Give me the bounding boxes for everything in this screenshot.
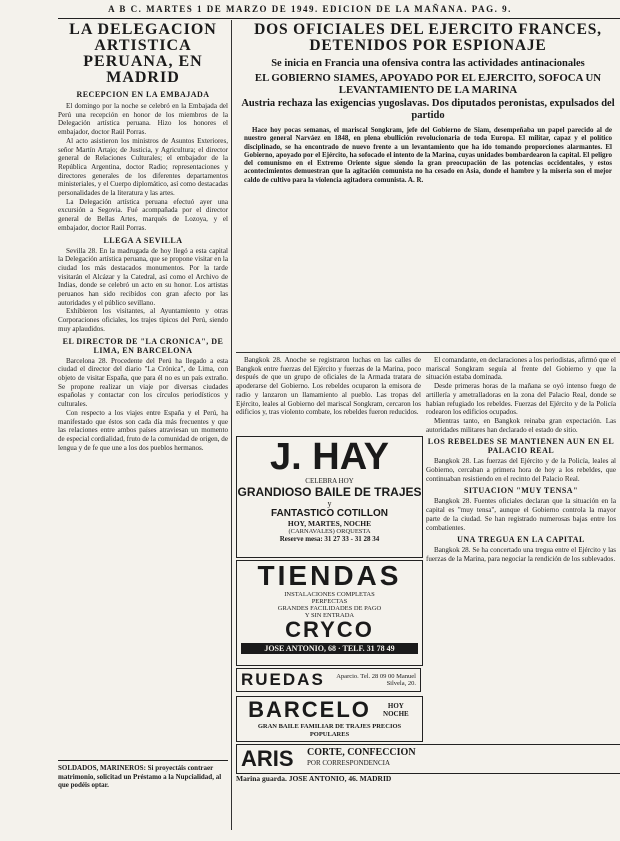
- ad-hay-line: CELEBRA HOY: [305, 477, 354, 485]
- article-paragraph: El comandante, en declaraciones a los periodistas, afirmó que el mariscal Songkram seguía al frente del Gobierno y que la situación estaba dominada.: [426, 356, 616, 382]
- page-header: A B C. MARTES 1 DE MARZO DE 1949. EDICION DE LA MAÑANA. PAG. 9.: [108, 4, 512, 14]
- ad-hay-line: (CARNAVALES) ORQUESTA: [288, 528, 371, 535]
- left-footer-notice: [58, 760, 228, 790]
- main-headline: DOS OFICIALES DEL EJERCITO FRANCES, DETENIDOS POR ESPIONAJE: [254, 21, 602, 54]
- article-paragraph: Desde primeras horas de la mañana se oyó intenso fuego de artillería y ametralladoras en la zona del Palacio Real, donde se habían refugiado los rebeldes. Fuerzas del Ejército y de la Policía rodearon los edificios ocupados.: [426, 382, 616, 417]
- article-paragraph: Mientras tanto, en Bangkok reinaba gran expectación. Las autoridades militares han declarado el estado de sitio.: [426, 416, 616, 434]
- deck-siam: EL GOBIERNO SIAMES, APOYADO POR EL EJERCITO, SOFOCA UN LEVANTAMIENTO DE LA MARINA: [254, 72, 602, 96]
- subhead-tregua: UNA TREGUA EN LA CAPITAL: [457, 535, 585, 545]
- subhead-palacio: LOS REBELDES SE MANTIENEN AUN EN EL PALACIO REAL: [427, 437, 615, 456]
- lead-rule: [236, 352, 620, 353]
- siam-article-col1: [236, 356, 421, 432]
- ad-hay-line: Reserve mesa: 31 27 33 - 31 28 34: [279, 535, 380, 543]
- ad-aris-address: Marina guarda. JOSE ANTONIO, 46. MADRID: [236, 774, 392, 783]
- ad-hay-line: HOY, MARTES, NOCHE: [287, 519, 372, 528]
- ad-tiendas-cryco: [236, 560, 423, 666]
- ad-tiendas-line: Y SIN ENTRADA: [304, 612, 355, 619]
- column-divider: [231, 20, 232, 830]
- ad-tiendas-line: INSTALACIONES COMPLETAS: [284, 591, 375, 598]
- left-article-title: LA DELEGACION ARTISTICA PERUANA, EN MADRID: [69, 22, 217, 86]
- ad-hay-line: y: [327, 499, 332, 508]
- ad-aris: [236, 744, 620, 774]
- left-paragraph: Con respecto a los viajes entre España y el Perú, ha manifestado que éstos son cada día más frecuentes y que las relaciones entre ambos países atraviesan un momento de especial cordialidad, fruto de la comunidad de origen, de lengua y de fe que une a los dos pueblos hermanos.: [58, 408, 228, 452]
- ad-aris-title: ARIS: [241, 746, 294, 771]
- ad-cryco-address: JOSE ANTONIO, 68 · TELF. 31 78 49: [241, 643, 418, 654]
- ad-tiendas-line: PERFECTAS: [311, 598, 348, 605]
- article-paragraph: Bangkok 28. Las fuerzas del Ejército y de la Policía, leales al Gobierno, cercaban a primera hora de hoy a los rebeldes, que continuaban resistiendo en el recinto del Palacio Real.: [426, 457, 616, 483]
- left-column: [58, 22, 228, 812]
- left-subhead-embajada: RECEPCION EN LA EMBAJADA: [76, 90, 210, 99]
- article-paragraph: Bangkok 28. Fuentes oficiales declaran que la situación en la capital es "muy tensa", aunque el Gobierno controla la mayor parte de la ciudad. Se han registrado numerosas bajas entre los combatientes.: [426, 497, 616, 532]
- ad-hay-title: J. HAY: [270, 436, 389, 478]
- left-paragraph: Exhibieron los visitantes, al Ayuntamiento y otras Corporaciones oficiales, los trajes típicos del Perú, siendo muy aplaudidos.: [58, 307, 228, 333]
- footer-notice-text: SOLDADOS, MARINEROS: Si proyectáis contraer matrimonio, solicitad un Préstamo a la Nupcialidad, al que podéis optar.: [58, 764, 222, 789]
- left-subhead-sevilla: LLEGA A SEVILLA: [103, 235, 183, 245]
- ad-tiendas-line: GRANDES FACILIDADES DE PAGO: [277, 605, 382, 612]
- subhead-tensa: SITUACION "MUY TENSA": [463, 486, 579, 496]
- article-paragraph: Bangkok 28. Se ha concertado una tregua entre el Ejército y las fuerzas de la Marina, para negociar la rendición de los sublevados.: [426, 546, 616, 563]
- ad-j-hay: [236, 436, 423, 558]
- ad-barcelo: [236, 696, 423, 742]
- left-paragraph: Sevilla 28. En la madrugada de hoy llegó a esta capital la Delegación artística peruana, que se propone visitar en la ciudad los más destacados monumentos. Por la tarde visitarán el Alcázar y la Catedral, así como el Archivo de Indias, donde se celebró un acto en su honor. Los artistas peruanos han sido recibidos con gran afecto por las autoridades y el público sevillano.: [58, 246, 228, 307]
- ad-hay-line: FANTASTICO COTILLON: [270, 508, 389, 519]
- left-paragraph: Barcelona 28. Procedente del Perú ha llegado a esta ciudad el director del diario "La Crónica", de Lima, con objeto de visitar España, que para él no es un país extraño. Se propone realizar un viaje por diversas ciudades españolas y contactar con los círculos periodísticos y culturales.: [58, 356, 228, 409]
- left-paragraph: La Delegación artística peruana efectuó ayer una excursión a Segovia. Fué acompañada por el director general de Bellas Artes, marqués de Lozoya, y el embajador, doctor Raúl Porras.: [58, 197, 228, 232]
- left-paragraph: El domingo por la noche se celebró en la Embajada del Perú una recepción en honor de los miembros de la Delegación artística peruana. Hizo los honores el embajador, doctor Raúl Porras.: [58, 102, 228, 137]
- ad-cryco-title: CRYCO: [285, 617, 374, 642]
- ad-barcelo-title: BARCELO: [248, 697, 371, 722]
- ad-tiendas-title: TIENDAS: [257, 560, 402, 591]
- ad-aris-line: CORTE, CONFECCION: [307, 747, 416, 758]
- ad-ruedas-title: RUEDAS: [241, 670, 325, 689]
- left-paragraph: Al acto asistieron los ministros de Asuntos Exteriores, señor Martín Artajo; de Justicia, y Agricultura; el director general de Relaciones Culturales; el embajador de la República Argentina, doctor Radio; representaciones y directores generales de los diferentes departamentos ministeriales, y el Cuerpo diplomático, así como destacadas personalidades de la literatura y las artes.: [58, 136, 228, 198]
- deck-austria: Austria rechaza las exigencias yugoslavas. Dos diputados peronistas, expulsados del partido: [241, 98, 615, 121]
- ad-ruedas-info: Aparcio. Tel. 28 09 00 Manuel Silvela, 20.: [336, 672, 416, 687]
- ad-ruedas: [236, 668, 421, 692]
- right-headline-block: [236, 22, 620, 184]
- ad-hay-line: GRANDIOSO BAILE DE TRAJES: [237, 485, 422, 499]
- ad-barcelo-hoy: HOY NOCHE: [383, 702, 409, 718]
- siam-article-col2: [426, 356, 616, 740]
- header-rule: [58, 18, 620, 19]
- article-paragraph: Bangkok 28. Anoche se registraron luchas en las calles de Bangkok entre fuerzas del Ejército y fuerzas de la Marina, poco después de que un grupo de oficiales de la Armada tratara de apoderarse del Gobierno. Los rebeldes ocuparon la emisora de radio y lanzaron un llamamiento al pueblo. Las tropas del Ejército, leales al Gobierno del mariscal Songkram, cercaron los edificios y, tras violento combate, los rebeldes fueron reducidos.: [236, 356, 421, 417]
- left-subhead-cronica: EL DIRECTOR DE "LA CRONICA", DE LIMA, EN BARCELONA: [62, 336, 224, 355]
- ad-barcelo-line: GRAN BAILE FAMILIAR DE TRAJES PRECIOS POPULARES: [257, 723, 402, 738]
- lead-paragraph: Hace hoy pocas semanas, el mariscal Songkram, jefe del Gobierno de Siam, desempeñaba un papel parecido al de nuestro general Narváez en 1848, en plena ebullición revolucionaria de toda Europa. El militar, capaz y el político disciplinado, se ha encontrado de nuevo frente a un levantamiento que ha ido tomando proporciones alarmantes. El Gobierno, apoyado por el Ejército, ha sofocado el intento de la Marina, cuyas unidades bombardearon la capital. El peligro del comunismo en el Extremo Oriente sigue siendo la gran preocupación de las potencias occidentales, y estos acontecimientos demuestran que la agitación comunista no ha cesado en Asia, donde el hambre y la miseria son el mejor caldo de cultivo para la violencia agitadora comunista. A. R.: [244, 126, 612, 184]
- deck-francia: Se inicia en Francia una ofensiva contra las actividades antinacionales: [271, 58, 585, 69]
- ad-aris-line: POR CORRESPONDENCIA: [307, 759, 391, 767]
